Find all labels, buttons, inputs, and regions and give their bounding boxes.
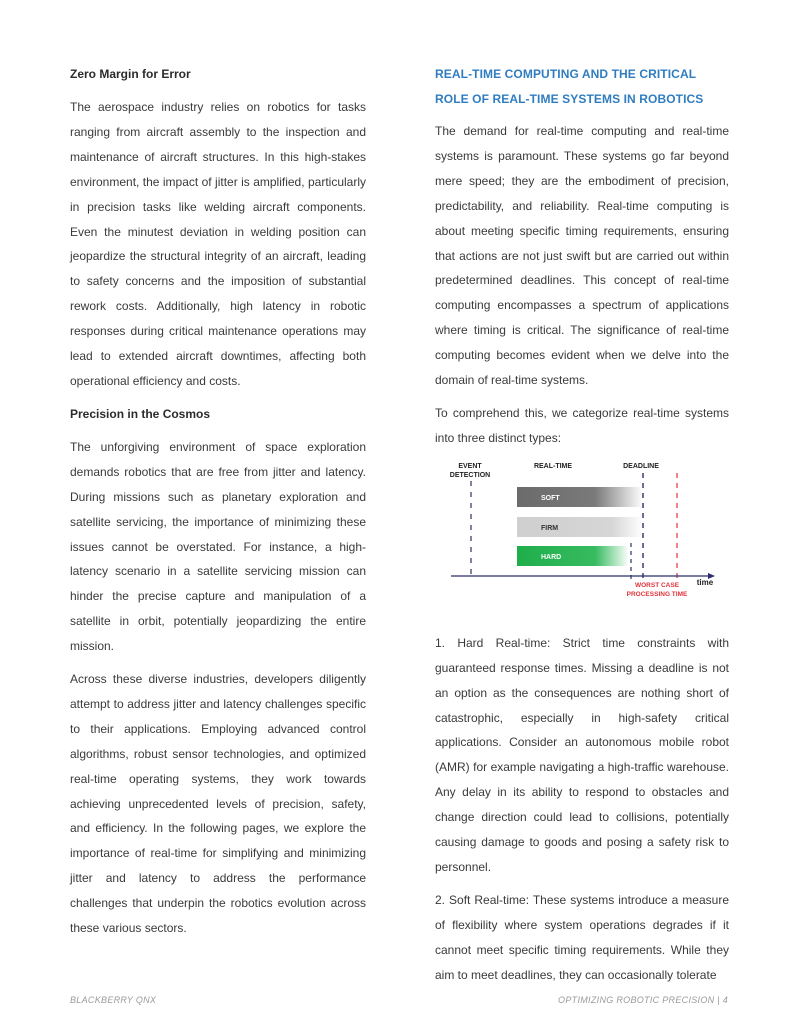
paragraph-space: The unforgiving environment of space exploration demands robotics that are free from jitter and latency. During missions such as planetary exploration and satellite servicing, the importance of minimizing these issues cannot be overstated. For instance, a high-latency scenario in a satellite servicing mission can hinder the precise capture and manipulation of a satellite in orbit, potentially jeopardizing the entire mission. [70, 439, 366, 654]
label-detection: DETECTION [449, 471, 491, 479]
paragraph-soft-realtime: 2. Soft Real-time: These systems introduce a measure of flexibility where system operations degrades if it cannot meet specific timing requirements. While they aim to meet deadlines, they can occasionally tolerate [435, 892, 729, 982]
section-heading-cosmos: Precision in the Cosmos [70, 406, 211, 421]
worst-case-label-2: PROCESSING TIME [626, 590, 688, 598]
bar-firm-label: FIRM [541, 524, 559, 532]
paragraph-comprehend: To comprehend this, we categorize real-time systems into three distinct types: [435, 405, 729, 445]
paragraph-industries: Across these diverse industries, developers diligently attempt to address jitter and latency challenges specific to their applications. Employing advanced control algorithms, robust sensor technologies, and optimized real-time operating systems, they work towards achieving unprecedented levels of precision, safety, and efficiency. In the following pages, we explore the importance of real-time for simplifying and minimizing jitter and latency to address the performance challenges that underpin the robotics evolution across these various sectors. [70, 672, 366, 936]
section-heading-realtime: REAL-TIME COMPUTING AND THE CRITICAL ROLE OF REAL-TIME SYSTEMS IN ROBOTICS [435, 67, 704, 106]
paragraph-demand: The demand for real-time computing and real-time systems is paramount. These systems go far beyond mere speed; they are the embodiment of precision, predictability, and reliability. Real-time computing is about meeting specific timing requirements, ensuring that actions are not just swift but are carried out within predetermined deadlines. This concept of real-time computing encompasses a spectrum of applications where timing is critical. The significance of real-time computing becomes evident when we delve into the domain of real-time systems. [435, 124, 729, 388]
label-deadline: DEADLINE [623, 462, 659, 470]
right-column [435, 62, 729, 995]
realtime-types-diagram [435, 459, 729, 609]
realtime-diagram-svg [435, 459, 729, 609]
paragraph-hard-realtime: 1. Hard Real-time: Strict time constraints with guaranteed response times. Missing a deadline is not an option as the consequences are nothing short of catastrophic, especially in high-safety critical applications. Consider an autonomous mobile robot (AMR) for example navigating a high-traffic warehouse. Any delay in its ability to respond to obstacles and change direction could lead to collisions, potentially causing damage to goods and posing a safety risk to personnel. [435, 635, 729, 874]
paragraph-aerospace: The aerospace industry relies on robotics for tasks ranging from aircraft assembly to the inspection and maintenance of aircraft structures. In this high-stakes environment, the impact of jitter is amplified, particularly in precision tasks like welding aircraft components. Even the minutest deviation in welding position can jeopardize the structural integrity of an aircraft, leading to safety concerns and the imposition of substantial rework costs. Additionally, high latency in robotic responses during critical maintenance operations may lead to extended aircraft downtimes, affecting both operational efficiency and costs. [70, 100, 366, 388]
bar-hard [517, 546, 629, 566]
left-column [70, 62, 366, 949]
bar-soft-label: SOFT [541, 494, 560, 502]
bar-firm [517, 517, 643, 537]
label-realtime: REAL-TIME [533, 462, 573, 470]
label-event: EVENT [458, 462, 482, 470]
worst-case-label-1: WORST CASE [634, 581, 680, 589]
footer-brand: BLACKBERRY QNX [70, 995, 157, 1005]
axis-label-time: time [696, 577, 714, 587]
bar-hard-label: HARD [541, 553, 562, 561]
section-heading-zero-margin: Zero Margin for Error [70, 67, 191, 81]
footer-page-label: OPTIMIZING ROBOTIC PRECISION | 4 [558, 995, 728, 1005]
bar-soft [517, 487, 643, 507]
